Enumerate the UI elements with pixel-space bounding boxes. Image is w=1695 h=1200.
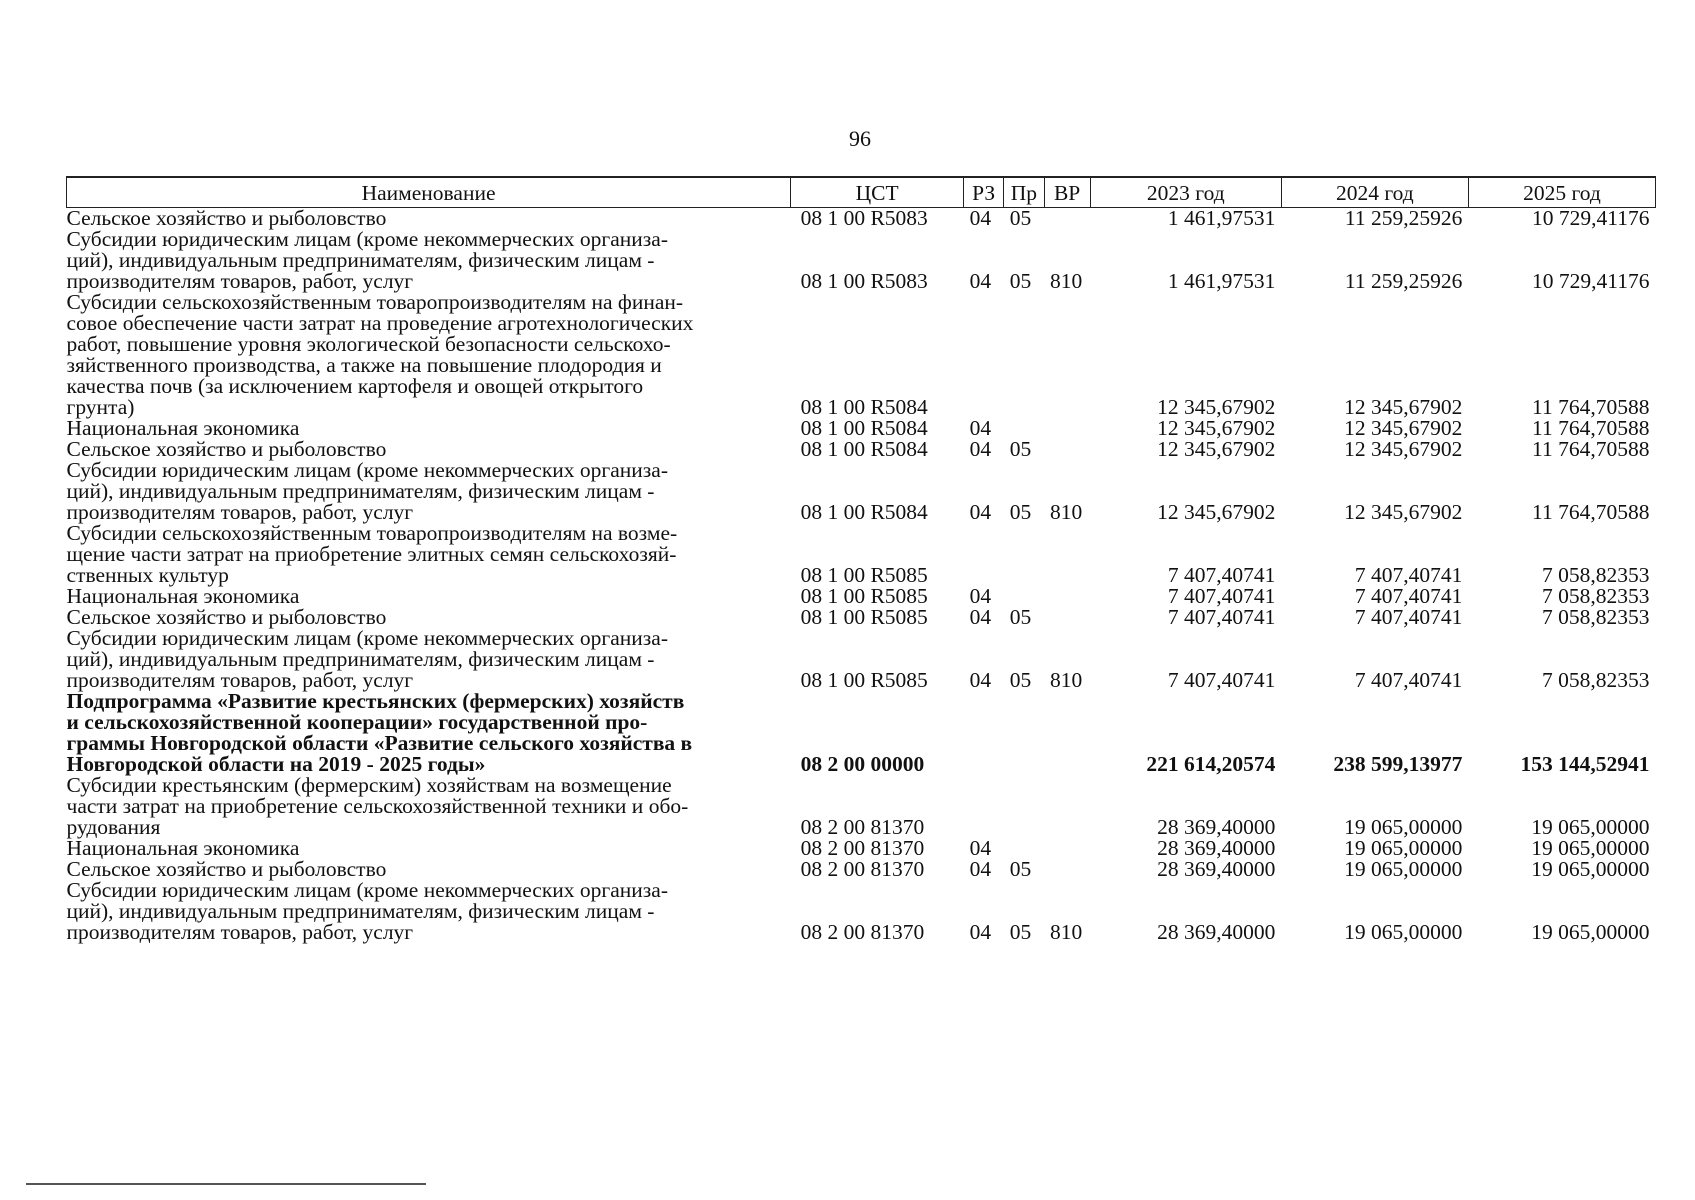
- row-pr: 05: [1009, 206, 1032, 230]
- row-rz: 04: [969, 668, 992, 692]
- row-2024: 238 599,13977: [1333, 752, 1463, 776]
- table-row: [67, 880, 1656, 943]
- row-2023: 7 407,40741: [1167, 668, 1276, 692]
- row-pr: [1004, 586, 1044, 607]
- table-header: [67, 177, 1656, 208]
- row-rz: 04: [969, 269, 992, 293]
- row-rz: [964, 775, 1004, 838]
- row-2023: 28 369,40000: [1157, 857, 1276, 881]
- table-row: [67, 523, 1656, 586]
- row-2024: 12 345,67902: [1344, 437, 1463, 461]
- row-pr: 05: [1009, 857, 1032, 881]
- row-pr: [1004, 775, 1044, 838]
- row-vr: [1044, 607, 1090, 628]
- row-rz: [964, 523, 1004, 586]
- table-body: [67, 208, 1656, 944]
- row-2024: 12 345,67902: [1344, 500, 1463, 524]
- row-2023: 7 407,40741: [1167, 584, 1276, 608]
- row-2025: 7 058,82353: [1542, 605, 1650, 629]
- row-2024: 7 407,40741: [1354, 563, 1463, 587]
- footer-divider: [26, 1183, 426, 1185]
- row-rz: [964, 292, 1004, 418]
- table-row: [67, 628, 1656, 691]
- row-pr: 05: [1009, 920, 1032, 944]
- row-name: Субсидии юридическим лицам (кроме некоммерческих организа- ций), индивидуальным предпринимателям, физическим лицам - производителям товаров, работ, услуг: [66, 878, 668, 944]
- row-2025: 7 058,82353: [1542, 668, 1650, 692]
- row-cst: 08 1 00 R5085: [800, 563, 928, 587]
- table-row: [67, 859, 1656, 880]
- table-row: [67, 439, 1656, 460]
- row-cst: 08 1 00 R5085: [800, 605, 928, 629]
- header-name: Наименование: [67, 177, 791, 208]
- row-rz: 04: [969, 500, 992, 524]
- row-2025: 19 065,00000: [1531, 920, 1650, 944]
- row-pr: [1004, 838, 1044, 859]
- row-2025: 7 058,82353: [1542, 563, 1650, 587]
- row-2023: 1 461,97531: [1167, 206, 1276, 230]
- row-pr: [1004, 691, 1044, 775]
- table-row: [67, 775, 1656, 838]
- row-2024: 19 065,00000: [1344, 920, 1463, 944]
- row-cst: 08 1 00 R5085: [800, 668, 928, 692]
- row-name: Сельское хозяйство и рыболовство: [66, 206, 387, 230]
- table-row: [67, 691, 1656, 775]
- table-row: [67, 418, 1656, 439]
- row-2025: 10 729,41176: [1532, 206, 1650, 230]
- table-row: [67, 586, 1656, 607]
- table-row: [67, 460, 1656, 523]
- row-vr: [1044, 859, 1090, 880]
- header-rz: РЗ: [964, 177, 1004, 208]
- row-rz: 04: [969, 437, 992, 461]
- row-2025: 19 065,00000: [1531, 836, 1650, 860]
- row-vr: 810: [1050, 269, 1083, 293]
- budget-table: [66, 176, 1656, 943]
- row-cst: 08 2 00 81370: [800, 857, 925, 881]
- row-vr: [1044, 292, 1090, 418]
- row-rz: 04: [969, 584, 992, 608]
- page-number: 96: [849, 126, 871, 151]
- row-name: Национальная экономика: [66, 416, 300, 440]
- row-vr: [1044, 838, 1090, 859]
- row-2024: 12 345,67902: [1344, 416, 1463, 440]
- row-cst: 08 2 00 81370: [800, 836, 925, 860]
- row-pr: [1004, 523, 1044, 586]
- table-row: [67, 208, 1656, 230]
- row-vr: [1044, 523, 1090, 586]
- row-cst: 08 1 00 R5085: [800, 584, 928, 608]
- row-pr: [1004, 418, 1044, 439]
- row-cst: 08 1 00 R5084: [800, 437, 928, 461]
- row-name: Субсидии крестьянским (фермерским) хозяйствам на возмещение части затрат на приобретение сельскохозяйственной техники и обо- рудования: [66, 773, 689, 839]
- row-cst: 08 1 00 R5083: [800, 206, 928, 230]
- row-cst: 08 1 00 R5084: [800, 500, 928, 524]
- row-vr: [1044, 586, 1090, 607]
- row-2023: 7 407,40741: [1167, 563, 1276, 587]
- row-rz: 04: [969, 857, 992, 881]
- row-cst: 08 2 00 81370: [800, 815, 925, 839]
- row-2023: 7 407,40741: [1167, 605, 1276, 629]
- table-row: [67, 607, 1656, 628]
- row-2025: 11 764,70588: [1532, 395, 1650, 419]
- table-row: [67, 229, 1656, 292]
- row-name: Подпрограмма «Развитие крестьянских (фермерских) хозяйств и сельскохозяйственной кооперации» государственной про- граммы Новгородской области «Развитие сельского хозяйства в Новгородской области на 2019 - 2025 годы»: [66, 689, 693, 776]
- row-2025: 19 065,00000: [1531, 815, 1650, 839]
- row-2024: 19 065,00000: [1344, 836, 1463, 860]
- row-rz: 04: [969, 920, 992, 944]
- row-2025: 11 764,70588: [1532, 500, 1650, 524]
- header-2025: 2025 год: [1468, 177, 1655, 208]
- row-2023: 28 369,40000: [1157, 836, 1276, 860]
- table-row: [67, 838, 1656, 859]
- row-2025: 19 065,00000: [1531, 857, 1650, 881]
- row-2023: 12 345,67902: [1157, 437, 1276, 461]
- row-vr: [1044, 775, 1090, 838]
- header-2024: 2024 год: [1281, 177, 1468, 208]
- row-vr: [1044, 691, 1090, 775]
- row-name: Сельское хозяйство и рыболовство: [66, 857, 387, 881]
- row-rz: 04: [969, 206, 992, 230]
- row-2024: 19 065,00000: [1344, 815, 1463, 839]
- row-name: Субсидии сельскохозяйственным товаропроизводителям на возме- щение части затрат на приобретение элитных семян сельскохозяй- ственных культур: [66, 521, 678, 587]
- row-2024: 7 407,40741: [1354, 584, 1463, 608]
- row-2024: 12 345,67902: [1344, 395, 1463, 419]
- row-pr: 05: [1009, 437, 1032, 461]
- row-2023: 1 461,97531: [1167, 269, 1276, 293]
- row-pr: 05: [1009, 269, 1032, 293]
- row-2023: 28 369,40000: [1157, 920, 1276, 944]
- row-vr: [1044, 439, 1090, 460]
- row-vr: 810: [1050, 920, 1083, 944]
- row-2023: 12 345,67902: [1157, 500, 1276, 524]
- row-rz: 04: [969, 605, 992, 629]
- row-2023: 12 345,67902: [1157, 416, 1276, 440]
- row-name: Субсидии сельскохозяйственным товаропроизводителям на финан- совое обеспечение части затрат на проведение агротехнологических работ, повышение уровня экологической безопасности сельскохо- зяйственного производства, а также на повышение плодородия и качества почв (за исключением картофеля и овощей открытого грунта): [66, 290, 694, 419]
- header-2023: 2023 год: [1090, 177, 1281, 208]
- row-2024: 19 065,00000: [1344, 857, 1463, 881]
- row-2023: 12 345,67902: [1157, 395, 1276, 419]
- row-2023: 28 369,40000: [1157, 815, 1276, 839]
- header-pr: Пр: [1004, 177, 1044, 208]
- row-name: Национальная экономика: [66, 836, 300, 860]
- table-row: [67, 292, 1656, 418]
- row-pr: 05: [1009, 668, 1032, 692]
- row-cst: 08 1 00 R5084: [800, 395, 928, 419]
- row-name: Субсидии юридическим лицам (кроме некоммерческих организа- ций), индивидуальным предпринимателям, физическим лицам - производителям товаров, работ, услуг: [66, 458, 668, 524]
- row-2023: 221 614,20574: [1146, 752, 1276, 776]
- row-name: Национальная экономика: [66, 584, 300, 608]
- row-vr: [1044, 208, 1090, 230]
- row-rz: 04: [969, 836, 992, 860]
- row-vr: [1044, 418, 1090, 439]
- header-vr: ВР: [1044, 177, 1090, 208]
- row-2024: 7 407,40741: [1354, 668, 1463, 692]
- row-cst: 08 1 00 R5084: [800, 416, 928, 440]
- row-2025: 11 764,70588: [1532, 437, 1650, 461]
- row-name: Субсидии юридическим лицам (кроме некоммерческих организа- ций), индивидуальным предпринимателям, физическим лицам - производителям товаров, работ, услуг: [66, 227, 668, 293]
- row-2024: 11 259,25926: [1344, 206, 1463, 230]
- row-name: Сельское хозяйство и рыболовство: [66, 437, 387, 461]
- row-name: Субсидии юридическим лицам (кроме некоммерческих организа- ций), индивидуальным предпринимателям, физическим лицам - производителям товаров, работ, услуг: [66, 626, 668, 692]
- row-2025: 7 058,82353: [1542, 584, 1650, 608]
- row-2025: 10 729,41176: [1532, 269, 1650, 293]
- row-vr: 810: [1050, 668, 1083, 692]
- row-pr: [1004, 292, 1044, 418]
- row-2024: 7 407,40741: [1354, 605, 1463, 629]
- row-cst: 08 2 00 00000: [800, 752, 925, 776]
- row-2025: 11 764,70588: [1532, 416, 1650, 440]
- row-rz: 04: [969, 416, 992, 440]
- row-cst: 08 2 00 81370: [800, 920, 925, 944]
- row-cst: 08 1 00 R5083: [800, 269, 928, 293]
- header-cst: ЦСТ: [791, 177, 964, 208]
- row-rz: [964, 691, 1004, 775]
- row-2024: 11 259,25926: [1344, 269, 1463, 293]
- row-pr: 05: [1009, 605, 1032, 629]
- row-pr: 05: [1009, 500, 1032, 524]
- row-vr: 810: [1050, 500, 1083, 524]
- row-2025: 153 144,52941: [1520, 752, 1650, 776]
- row-name: Сельское хозяйство и рыболовство: [66, 605, 387, 629]
